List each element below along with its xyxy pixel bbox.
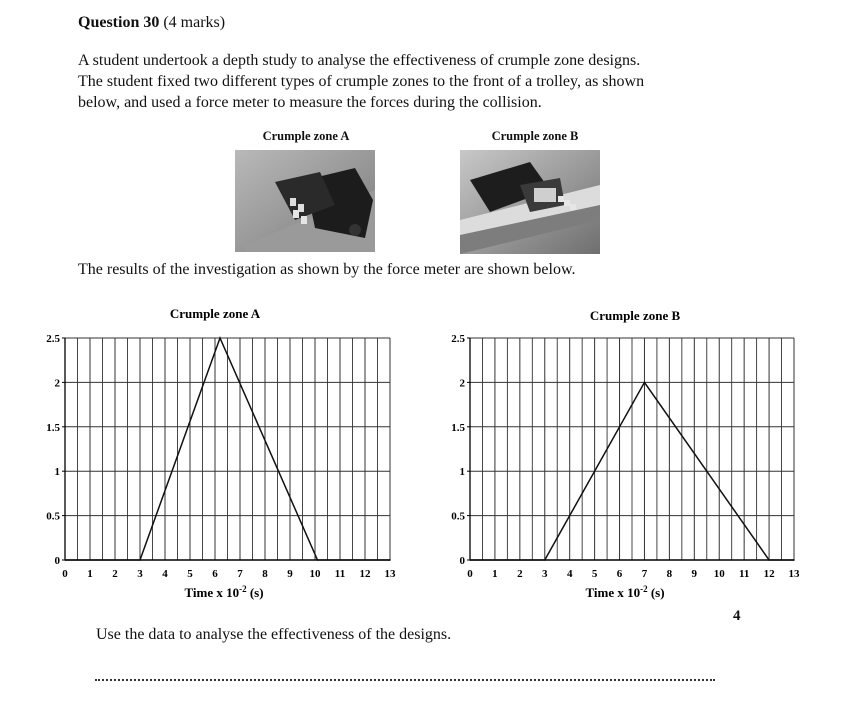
answer-line[interactable] — [95, 679, 715, 681]
crumple-zone-b-photo — [460, 150, 600, 254]
x-tick-label: 1 — [492, 568, 498, 580]
x-tick-label: 0 — [62, 568, 68, 580]
y-ticks — [46, 333, 65, 567]
grid — [65, 338, 390, 560]
x-axis-label — [585, 584, 664, 600]
x-tick-label: 2 — [112, 568, 118, 580]
results-text: The results of the investigation as shown by the force meter are shown below. — [78, 261, 576, 278]
x-tick-label: 0 — [467, 568, 473, 580]
x-tick-label: 3 — [542, 568, 548, 580]
y-tick-label: 2 — [459, 377, 465, 390]
x-axis-label — [184, 584, 263, 600]
x-axis-label-unit: (s) — [647, 585, 665, 600]
y-tick-label: 1 — [459, 466, 465, 479]
x-axis-label-main: Time x 10 — [585, 585, 641, 600]
data-point — [644, 382, 646, 384]
x-axis-label-exp: -2 — [640, 584, 648, 594]
y-tick-label: 0.5 — [46, 510, 60, 523]
y-tick-label: 2.5 — [46, 333, 60, 345]
x-tick-label: 13 — [788, 568, 800, 580]
chart-crumple-zone-b — [425, 300, 810, 605]
marks-number: 4 — [733, 608, 741, 624]
x-tick-label: 8 — [666, 568, 673, 580]
data-point — [219, 337, 221, 339]
y-tick-label: 2.5 — [451, 333, 465, 345]
x-tick-label: 10 — [713, 568, 725, 580]
x-tick-label: 10 — [309, 568, 321, 580]
data-point — [768, 559, 770, 561]
y-ticks — [451, 333, 470, 567]
photo-a-label: Crumple zone A — [262, 129, 350, 143]
x-tick-label: 7 — [641, 568, 648, 580]
x-tick-label: 12 — [359, 568, 371, 580]
y-tick-label: 0.5 — [451, 510, 465, 523]
intro-line: below, and used a force meter to measure the forces during the collision. — [78, 94, 542, 111]
intro-line: A student undertook a depth study to analyse the effectiveness of crumple zone designs. — [78, 52, 641, 69]
y-tick-label: 0 — [54, 555, 60, 567]
y-tick-label: 1 — [54, 466, 60, 479]
x-axis-label-exp: -2 — [239, 584, 247, 594]
data-point — [389, 559, 391, 561]
data-point — [793, 559, 795, 561]
x-ticks — [62, 568, 396, 580]
x-tick-label: 9 — [691, 568, 698, 580]
chart-title: Crumple zone B — [589, 308, 681, 323]
x-tick-label: 8 — [262, 568, 268, 580]
x-tick-label: 1 — [87, 568, 93, 580]
x-tick-label: 7 — [237, 568, 243, 580]
y-tick-label: 1.5 — [451, 421, 465, 434]
x-tick-label: 6 — [212, 568, 218, 580]
x-tick-label: 6 — [616, 568, 623, 580]
data-point — [64, 559, 66, 561]
x-tick-label: 4 — [566, 568, 573, 580]
data-point — [139, 559, 141, 561]
x-tick-label: 13 — [384, 568, 396, 580]
y-tick-label: 2 — [54, 377, 60, 390]
x-tick-label: 12 — [763, 568, 775, 580]
data-point — [317, 559, 319, 561]
x-axis-label-main: Time x 10 — [184, 585, 240, 600]
analyse-prompt: Use the data to analyse the effectiveness of the designs. — [96, 626, 452, 643]
x-tick-label: 11 — [738, 568, 750, 580]
question-heading — [78, 14, 225, 32]
x-tick-label: 9 — [287, 568, 293, 580]
x-tick-label: 3 — [137, 568, 143, 580]
x-tick-label: 4 — [162, 568, 168, 580]
x-tick-label: 5 — [591, 568, 598, 580]
x-ticks — [467, 568, 800, 580]
chart-title: Crumple zone A — [169, 306, 261, 321]
question-number: Question 30 — [78, 14, 160, 31]
question-marks: (4 marks) — [163, 14, 226, 31]
photo-b-label: Crumple zone B — [491, 129, 579, 143]
crumple-zone-a-photo — [235, 150, 375, 252]
x-tick-label: 11 — [334, 568, 346, 580]
question-intro — [78, 50, 738, 113]
x-tick-label: 2 — [517, 568, 523, 580]
y-tick-label: 0 — [459, 555, 465, 567]
x-axis-label-unit: (s) — [246, 585, 264, 600]
data-point — [469, 559, 471, 561]
y-tick-label: 1.5 — [46, 421, 60, 434]
intro-line: The student fixed two different types of crumple zones to the front of a trolley, as shown — [78, 73, 645, 90]
x-tick-label: 5 — [187, 568, 193, 580]
chart-crumple-zone-a — [20, 300, 400, 605]
data-point — [544, 559, 546, 561]
